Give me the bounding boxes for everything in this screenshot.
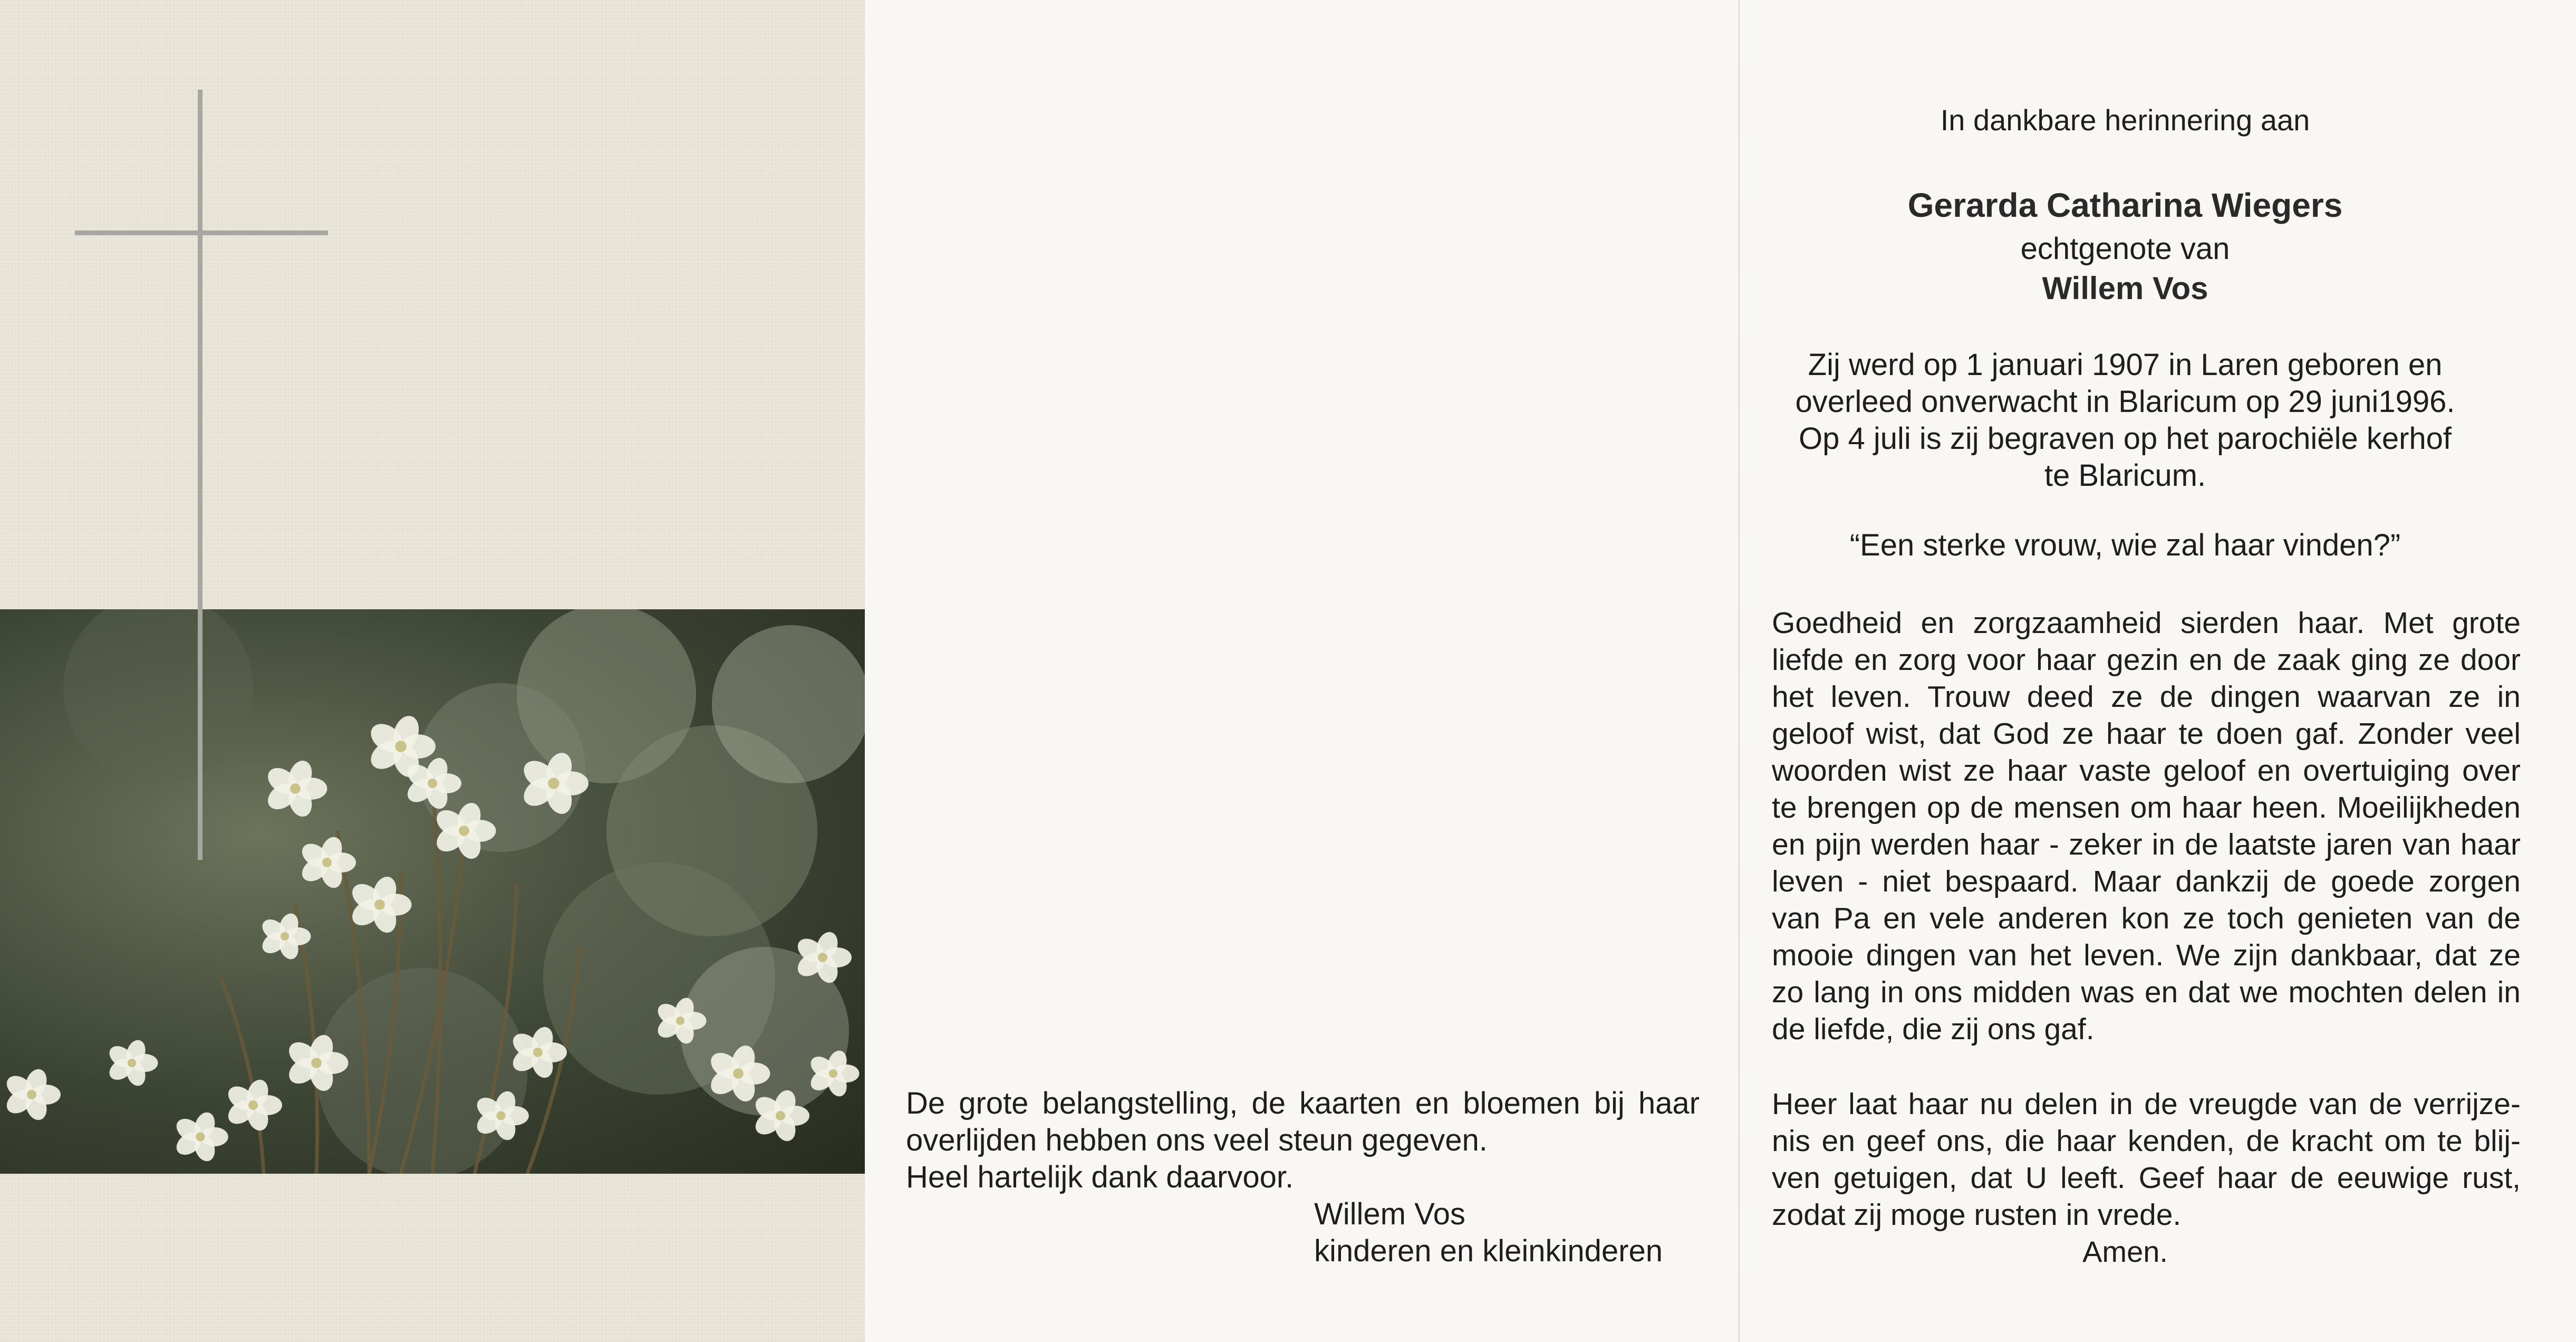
flower-photo xyxy=(0,609,865,1174)
cross-icon xyxy=(198,90,202,860)
prayer-line: Heer laat haar nu delen in de vreugde van de verrijze- xyxy=(1772,1087,2521,1121)
thanks-line: Heel hartelijk dank daarvoor. xyxy=(906,1160,1294,1194)
thanks-line: De grote belangstelling, de kaarten en bloemen bij haar xyxy=(906,1086,1700,1120)
flower xyxy=(172,1110,228,1164)
biography-line: te Blaricum. xyxy=(2044,458,2206,493)
signature-family: kinderen en kleinkinderen xyxy=(1314,1234,1663,1268)
deceased-name: Gerarda Catharina Wiegers xyxy=(1907,186,2343,224)
body-line: geloof wist, dat God ze haar te doen gaf. Zonder veel xyxy=(1772,717,2521,751)
flower xyxy=(105,1038,158,1088)
body-line: leven - niet bespaard. Maar dankzij de goede zorgen xyxy=(1772,865,2521,898)
body-line: woorden wist ze haar vaste geloof en overtuiging over xyxy=(1772,754,2521,788)
quote-text: “Een sterke vrouw, wie zal haar vinden?” xyxy=(1849,528,2401,562)
prayer-line: ven getuigen, dat U leeft. Geef haar de eeuwige rust, xyxy=(1772,1161,2521,1195)
prayer-line: nis en geef ons, die haar kenden, de kracht om te blij- xyxy=(1772,1124,2521,1158)
body-line: de liefde, die zij ons gaf. xyxy=(1772,1012,2095,1046)
memorial-panel xyxy=(1740,0,2576,1342)
flower xyxy=(2,1067,61,1123)
relation-text: echtgenote van xyxy=(2020,232,2230,266)
body-line: van Pa en vele anderen kon ze toch genieten van de xyxy=(1772,902,2521,935)
spouse-name: Willem Vos xyxy=(2042,271,2208,306)
closing-text: Amen. xyxy=(2082,1235,2168,1268)
body-line: te brengen op de mensen om haar heen. Moeilijkheden xyxy=(1772,791,2521,825)
biography-line: Op 4 juli is zij begraven op het parochiële kerhof xyxy=(1798,421,2452,456)
cover-panel xyxy=(0,0,865,1342)
flower xyxy=(263,758,327,820)
body-line: mooie dingen van het leven. We zijn dankbaar, dat ze xyxy=(1772,938,2521,972)
body-line: Goedheid en zorgzaamheid sierden haar. Met grote xyxy=(1772,606,2521,640)
flower xyxy=(224,1077,282,1134)
thanks-panel xyxy=(865,0,1740,1342)
body-line: en pijn werden haar - zeker in de laatste jaren van haar xyxy=(1772,828,2521,861)
prayer-line: zodat zij moge rusten in vrede. xyxy=(1772,1198,2182,1232)
biography-line: overleed onverwacht in Blaricum op 29 juni1996. xyxy=(1795,385,2455,419)
thanks-line: overlijden hebben ons veel steun gegeven. xyxy=(906,1123,1488,1157)
flower-illustration xyxy=(0,609,865,1174)
body-line: het leven. Trouw deed ze de dingen waarvan ze in xyxy=(1772,680,2521,714)
biography-line: Zij werd op 1 januari 1907 in Laren geboren en xyxy=(1808,348,2443,382)
signature-name: Willem Vos xyxy=(1314,1197,1465,1231)
flower-stem xyxy=(221,979,264,1174)
intro-text: In dankbare herinnering aan xyxy=(1940,103,2310,137)
body-line: liefde en zorg voor haar gezin en de zaak ging ze door xyxy=(1772,643,2521,677)
body-line: zo lang in ons midden was en dat we mochten delen in xyxy=(1772,975,2521,1009)
